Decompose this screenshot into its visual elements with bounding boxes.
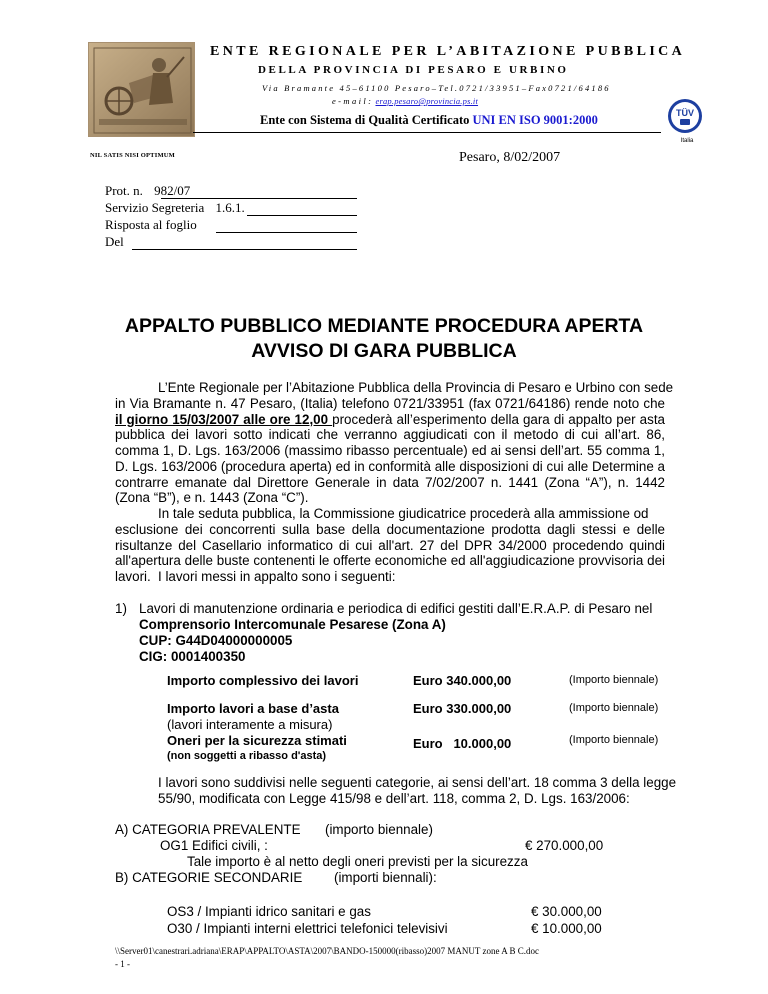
quality-standard: UNI EN ISO 9001:2000: [472, 113, 598, 127]
footer-file-path: \\Server01\canestrari.adriana\ERAP\APPALTO\ASTA\2007\BANDO-150000(ribasso)2007 MANUT zone A B C.doc: [115, 946, 539, 956]
secondary-category-amount: € 10.000,00: [531, 921, 602, 936]
item-cig: CIG: 0001400350: [139, 649, 246, 664]
og1-net-note: Tale importo è al netto degli oneri previsti per la sicurezza: [187, 854, 528, 869]
price-sublabel: (lavori interamente a misura): [167, 717, 333, 732]
item-cup: CUP: G44D04000000005: [139, 633, 293, 648]
cert-country: Italia: [680, 138, 694, 144]
secondary-category-amount: € 30.000,00: [531, 904, 602, 919]
category-b-label: B) CATEGORIE SECONDARIE: [115, 870, 303, 885]
risposta-row: [105, 217, 197, 233]
del-row: [105, 234, 124, 250]
price-label: Oneri per la sicurezza stimati: [167, 733, 347, 748]
auction-date: il giorno 15/03/2007 alle ore 12,00: [115, 411, 333, 427]
price-amount: Euro 330.000,00: [413, 701, 512, 716]
item-zone: Comprensorio Intercomunale Pesarese (Zona A): [139, 617, 446, 632]
paragraph2-body: esclusione dei concorrenti sulla base della documentazione prodotta dagli stessi e delle risultanze del Casellario informatico di cui all'art. 27 del DPR 34/2000 procedendo quindi all'apertura delle buste contenenti le offerte economiche ed all'aggiudicazione provvisoria dei lavori.: [115, 522, 665, 585]
og1-label: OG1 Edifici civili, :: [160, 838, 268, 853]
price-note: (Importo biennale): [569, 734, 659, 746]
og1-amount: € 270.000,00: [525, 838, 604, 853]
risposta-label: Risposta al foglio: [105, 217, 197, 232]
paragraph2-first-line: In tale seduta pubblica, la Commissione giudicatrice procederà alla ammissione od: [158, 506, 649, 521]
risposta-line: [216, 232, 357, 233]
del-line: [132, 249, 357, 250]
item-description: Lavori di manutenzione ordinaria e periodica di edifici gestiti dall’E.R.A.P. di Pesaro nel: [139, 601, 653, 616]
document-date: Pesaro, 8/02/2007: [459, 150, 561, 165]
email-link[interactable]: erap.pesaro@provincia.ps.it: [375, 96, 479, 106]
org-address: Via Bramante 45–61100 Pesaro–Tel.0721/33951–Fax0721/64186: [262, 83, 611, 93]
category-b-note: (importi biennali):: [334, 870, 437, 885]
document-title: APPALTO PUBBLICO MEDIANTE PROCEDURA APERTA: [124, 315, 644, 337]
org-title: ENTE REGIONALE PER L’ABITAZIONE PUBBLICA: [210, 44, 686, 59]
tuv-logo-text: TÜV: [676, 108, 694, 118]
protocol-number-row: [105, 183, 190, 199]
price-sublabel: (non soggetti a ribasso d'asta): [167, 750, 327, 762]
price-amount: Euro 10.000,00: [413, 736, 512, 751]
servizio-label: Servizio Segreteria: [105, 200, 205, 215]
category-a-note: (importo biennale): [325, 822, 433, 837]
servizio-line: [247, 215, 357, 216]
motto-text: NIL SATIS NISI OPTIMUM: [90, 152, 176, 159]
erap-logo: [88, 42, 195, 137]
servizio-value: 1.6.1.: [215, 200, 245, 215]
protocol-value: 982/07: [154, 183, 191, 198]
del-label: Del: [105, 234, 124, 249]
email-label: e-mail:: [332, 96, 374, 106]
price-note: (Importo biennale): [569, 674, 659, 686]
header-divider: [193, 132, 661, 133]
footer-page-number: - 1 -: [115, 959, 130, 969]
intro-paragraph: [115, 396, 665, 506]
price-note: (Importo biennale): [569, 702, 659, 714]
document-subtitle: AVVISO DI GARA PUBBLICA: [251, 340, 517, 362]
quality-certification: [260, 113, 598, 128]
email-line: [332, 96, 478, 106]
quality-prefix: Ente con Sistema di Qualità Certificato: [260, 113, 470, 127]
secondary-category-label: OS3 / Impianti idrico sanitari e gas: [167, 904, 371, 919]
categories-intro-line2: 55/90, modificata con Legge 415/98 e dell’art. 118, comma 2, D. Lgs. 163/2006:: [158, 791, 630, 806]
price-label: Importo lavori a base d’asta: [167, 701, 339, 716]
price-label: Importo complessivo dei lavori: [167, 673, 359, 688]
item-number: 1): [115, 601, 127, 616]
price-amount: Euro 340.000,00: [413, 673, 512, 688]
intro-part-b: procederà all’esperimento della gara di appalto per asta pubblica dei lavori sotto indicati che verranno aggiudicati con il metodo di cui all’art. 86, comma 1, D. Lgs. 163/2006 (massimo ribasso percentuale) ed ai sensi dell’art. 55 comma 1, D. Lgs. 163/2006 (procedura aperta) ed in conformità alle disposizioni di cui alle Determine a contrarre emanate dal Direttore Generale in data 7/02/2007 n. 1441 (Zona “A”), n. 1442 (Zona “B”), e n. 1443 (Zona “C”).: [115, 411, 665, 506]
org-subtitle: DELLA PROVINCIA DI PESARO E URBINO: [258, 64, 569, 76]
intro-part-a: in Via Bramante n. 47 Pesaro, (Italia) telefono 0721/33951 (fax 0721/64186) rende noto che: [115, 396, 665, 411]
tuv-certification-logo: [668, 99, 702, 133]
categories-intro-line1: I lavori sono suddivisi nelle seguenti categorie, ai sensi dell’art. 18 comma 3 della legge: [158, 775, 677, 790]
servizio-row: [105, 200, 245, 216]
intro-first-line: L’Ente Regionale per l’Abitazione Pubblica della Provincia di Pesaro e Urbino con sede: [158, 380, 674, 395]
category-a-label: A) CATEGORIA PREVALENTE: [115, 822, 301, 837]
paragraph3: I lavori messi in appalto sono i seguenti:: [158, 569, 396, 584]
protocol-line: [161, 198, 357, 199]
secondary-category-label: O30 / Impianti interni elettrici telefonici televisivi: [167, 921, 448, 936]
protocol-label: Prot. n.: [105, 183, 143, 198]
